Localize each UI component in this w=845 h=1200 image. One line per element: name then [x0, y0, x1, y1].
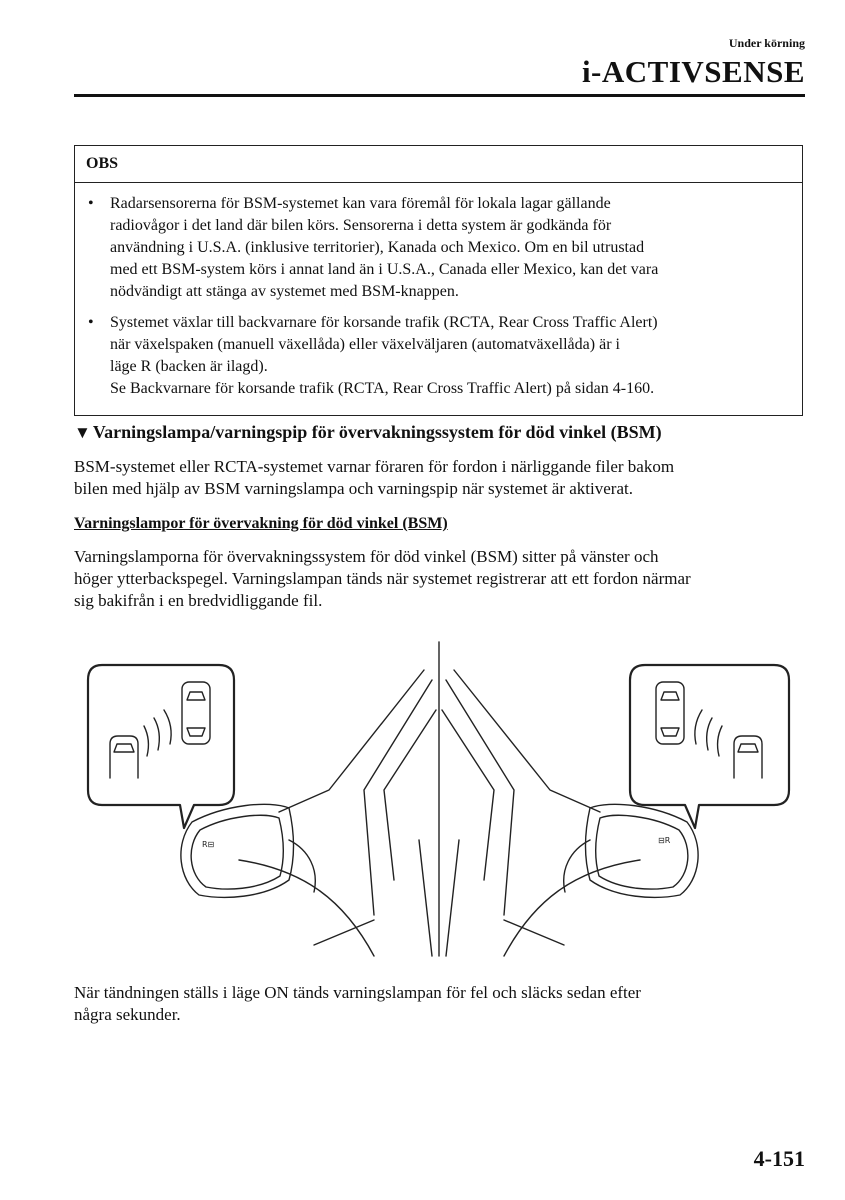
subsection-heading: Varningslampor för övervakning för död vinkel (BSM)	[74, 515, 448, 532]
obs-heading: OBS	[75, 146, 802, 183]
running-header-section: Under körning	[728, 36, 805, 50]
body-line: Varningslamporna för övervakningssystem för död vinkel (BSM) sitter på vänster och	[74, 547, 659, 566]
body-line: några sekunder.	[74, 1005, 181, 1024]
obs-list	[75, 183, 802, 415]
obs-note-box	[74, 145, 803, 416]
left-callout-bubble	[88, 665, 234, 828]
header-rule	[74, 94, 805, 97]
obs-item	[85, 312, 790, 400]
obs-line: Systemet växlar till backvarnare för korsande trafik (RCTA, Rear Cross Traffic Alert)	[110, 314, 658, 331]
bullet-icon: •	[88, 314, 94, 331]
obs-item	[85, 193, 790, 303]
section-marker-icon: ▼	[74, 423, 91, 442]
page-number: 4-151	[753, 1146, 805, 1171]
right-mirror-lamp-icon: ⊟R	[658, 836, 671, 845]
right-window-frame	[442, 670, 600, 956]
right-door-line	[504, 860, 640, 956]
running-header-title: i-ACTIVSENSE	[581, 54, 805, 89]
section-heading	[74, 420, 814, 445]
left-door-line	[239, 860, 374, 956]
after-illustration-text	[74, 982, 804, 1026]
obs-line: Radarsensorerna för BSM-systemet kan vara föremål för lokala lagar gällande	[110, 195, 611, 212]
obs-line: med ett BSM-system körs i annat land än i U.S.A., Canada eller Mexico, kan det vara	[110, 261, 659, 278]
left-window-frame	[279, 670, 436, 956]
right-side-mirror	[564, 804, 698, 897]
left-side-mirror	[181, 804, 315, 897]
body-line: höger ytterbackspegel. Varningslampan tänds när systemet registrerar att ett fordon närmar	[74, 569, 691, 588]
obs-line: när växelspaken (manuell växellåda) eller växelväljaren (automatväxellåda) är i	[110, 336, 620, 353]
section-heading-text: Varningslampa/varningspip för övervakningssystem för död vinkel (BSM)	[92, 422, 662, 442]
body-line: När tändningen ställs i läge ON tänds varningslampan för fel och släcks sedan efter	[74, 983, 641, 1002]
intro-line: BSM-systemet eller RCTA-systemet varnar föraren för fordon i närliggande filer bakom	[74, 457, 675, 476]
section-intro	[74, 456, 804, 500]
obs-line: nödvändigt att stänga av systemet med BSM-knappen.	[110, 283, 459, 300]
intro-line: bilen med hjälp av BSM varningslampa och varningspip när systemet är aktiverat.	[74, 479, 633, 498]
body-line: sig bakifrån i en bredvidliggande fil.	[74, 591, 323, 610]
subsection-body	[74, 546, 804, 612]
obs-line: användning i U.S.A. (inklusive territorier), Kanada och Mexico. Om en bil utrustad	[110, 239, 645, 256]
bsm-mirror-illustration	[74, 640, 805, 958]
obs-line: radiovågor i det land där bilen körs. Sensorerna i detta system är godkända för	[110, 217, 612, 234]
right-callout-bubble	[630, 665, 789, 828]
left-mirror-lamp-icon: R⊟	[202, 840, 215, 849]
obs-line: läge R (backen är ilagd).	[110, 358, 268, 375]
bullet-icon: •	[88, 195, 94, 212]
obs-line: Se Backvarnare för korsande trafik (RCTA, Rear Cross Traffic Alert) på sidan 4-160.	[110, 380, 655, 397]
